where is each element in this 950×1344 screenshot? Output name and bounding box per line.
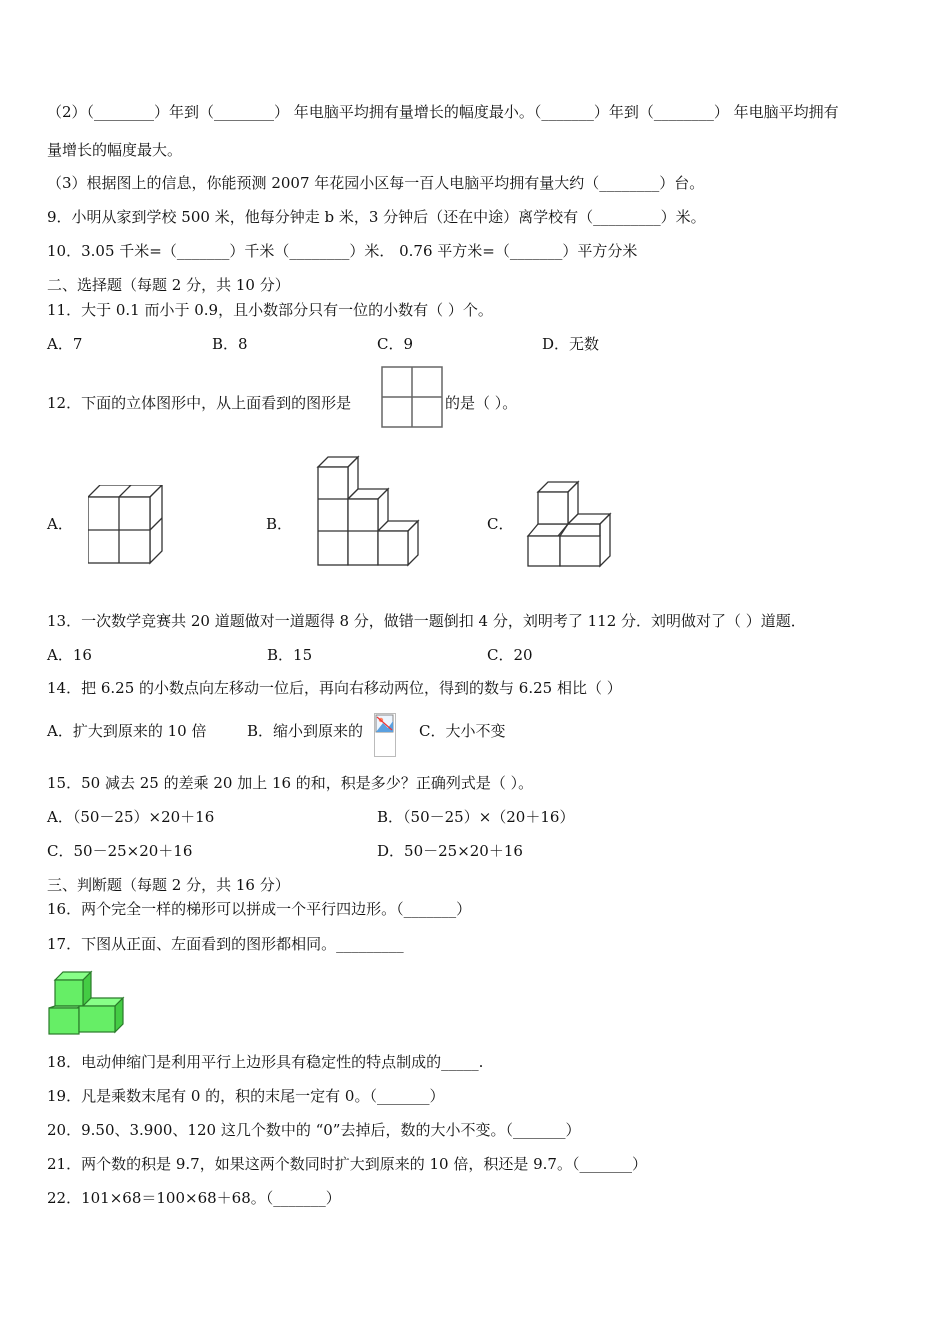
q11-stem: 11．大于 0.1 而小于 0.9，且小数部分只有一位的小数有（ ）个。 [47, 301, 493, 319]
q18: 18．电动伸缩门是利用平行上边形具有稳定性的特点制成的_____. [47, 1053, 484, 1071]
q22: 22．101×68＝100×68＋68。（_______） [47, 1189, 341, 1207]
q12-option-c-figure [526, 480, 614, 572]
q14-option-c: C．大小不变 [419, 722, 506, 740]
q12-stem-after: 的是（ ）。 [445, 394, 518, 412]
q13-option-a: A．16 [47, 646, 92, 664]
q14-option-a: A．扩大到原来的 10 倍 [47, 722, 207, 740]
q13-stem: 13．一次数学竞赛共 20 道题做对一道题得 8 分，做错一题倒扣 4 分，刘明考了 112 分．刘明做对了（ ）道题． [47, 612, 806, 630]
q12-option-a-label: A． [47, 515, 73, 533]
q15-option-c: C．50－25×20＋16 [47, 842, 193, 860]
q11-option-b: B．8 [212, 335, 248, 353]
q11-option-c: C．9 [377, 335, 414, 353]
q8-part2-line2: 量增长的幅度最大。 [47, 141, 183, 159]
q17: 17．下图从正面、左面看到的图形都相同。_________ [47, 935, 404, 953]
q14-stem: 14．把 6.25 的小数点向左移动一位后，再向右移动两位，得到的数与 6.25 相比（ ） [47, 679, 622, 697]
broken-image-icon [374, 713, 396, 757]
q17-green-cubes-figure [47, 970, 127, 1036]
q8-part3: （3）根据图上的信息，你能预测 2007 年花园小区每一百人电脑平均拥有量大约（________）台。 [47, 174, 705, 192]
section-2-heading: 二、选择题（每题 2 分，共 10 分） [47, 276, 290, 294]
q9: 9．小明从家到学校 500 米，他每分钟走 b 米，3 分钟后（还在中途）离学校有（_________）米。 [47, 208, 706, 226]
q15-stem: 15．50 减去 25 的差乘 20 加上 16 的和，积是多少？正确列式是（ ）。 [47, 774, 534, 792]
q13-option-b: B．15 [267, 646, 313, 664]
q10: 10．3.05 千米=（_______）千米（________）米． 0.76 平方米=（_______）平方分米 [47, 242, 638, 260]
q12-stem-before: 12．下面的立体图形中，从上面看到的图形是 [47, 394, 352, 412]
q8-part2-line1: （2）（________）年到（________） 年电脑平均拥有量增长的幅度最小。（_______）年到（________） 年电脑平均拥有 [47, 103, 839, 121]
q12-top-view-figure [381, 366, 443, 428]
q16: 16．两个完全一样的梯形可以拼成一个平行四边形。（_______） [47, 900, 472, 918]
q12-option-a-figure [88, 485, 164, 565]
section-3-heading: 三、判断题（每题 2 分，共 16 分） [47, 876, 290, 894]
q14-option-b: B．缩小到原来的 [247, 722, 364, 740]
q21: 21．两个数的积是 9.7，如果这两个数同时扩大到原来的 10 倍，积还是 9.7。（_______） [47, 1155, 647, 1173]
q15-option-a: A．（50－25）×20＋16 [47, 808, 215, 826]
q20: 20．9.50、3.900、120 这几个数中的 “0”去掉后，数的大小不变。（_______） [47, 1121, 581, 1139]
q15-option-b: B．（50－25）×（20＋16） [377, 808, 575, 826]
q11-option-d: D．无数 [542, 335, 600, 353]
q12-option-c-label: C． [487, 515, 514, 533]
q13-option-c: C．20 [487, 646, 533, 664]
q15-option-d: D．50－25×20＋16 [377, 842, 523, 860]
q11-option-a: A．7 [47, 335, 83, 353]
q12-option-b-figure [316, 455, 422, 567]
q19: 19．凡是乘数末尾有 0 的，积的末尾一定有 0。（_______） [47, 1087, 445, 1105]
q12-option-b-label: B． [266, 515, 293, 533]
